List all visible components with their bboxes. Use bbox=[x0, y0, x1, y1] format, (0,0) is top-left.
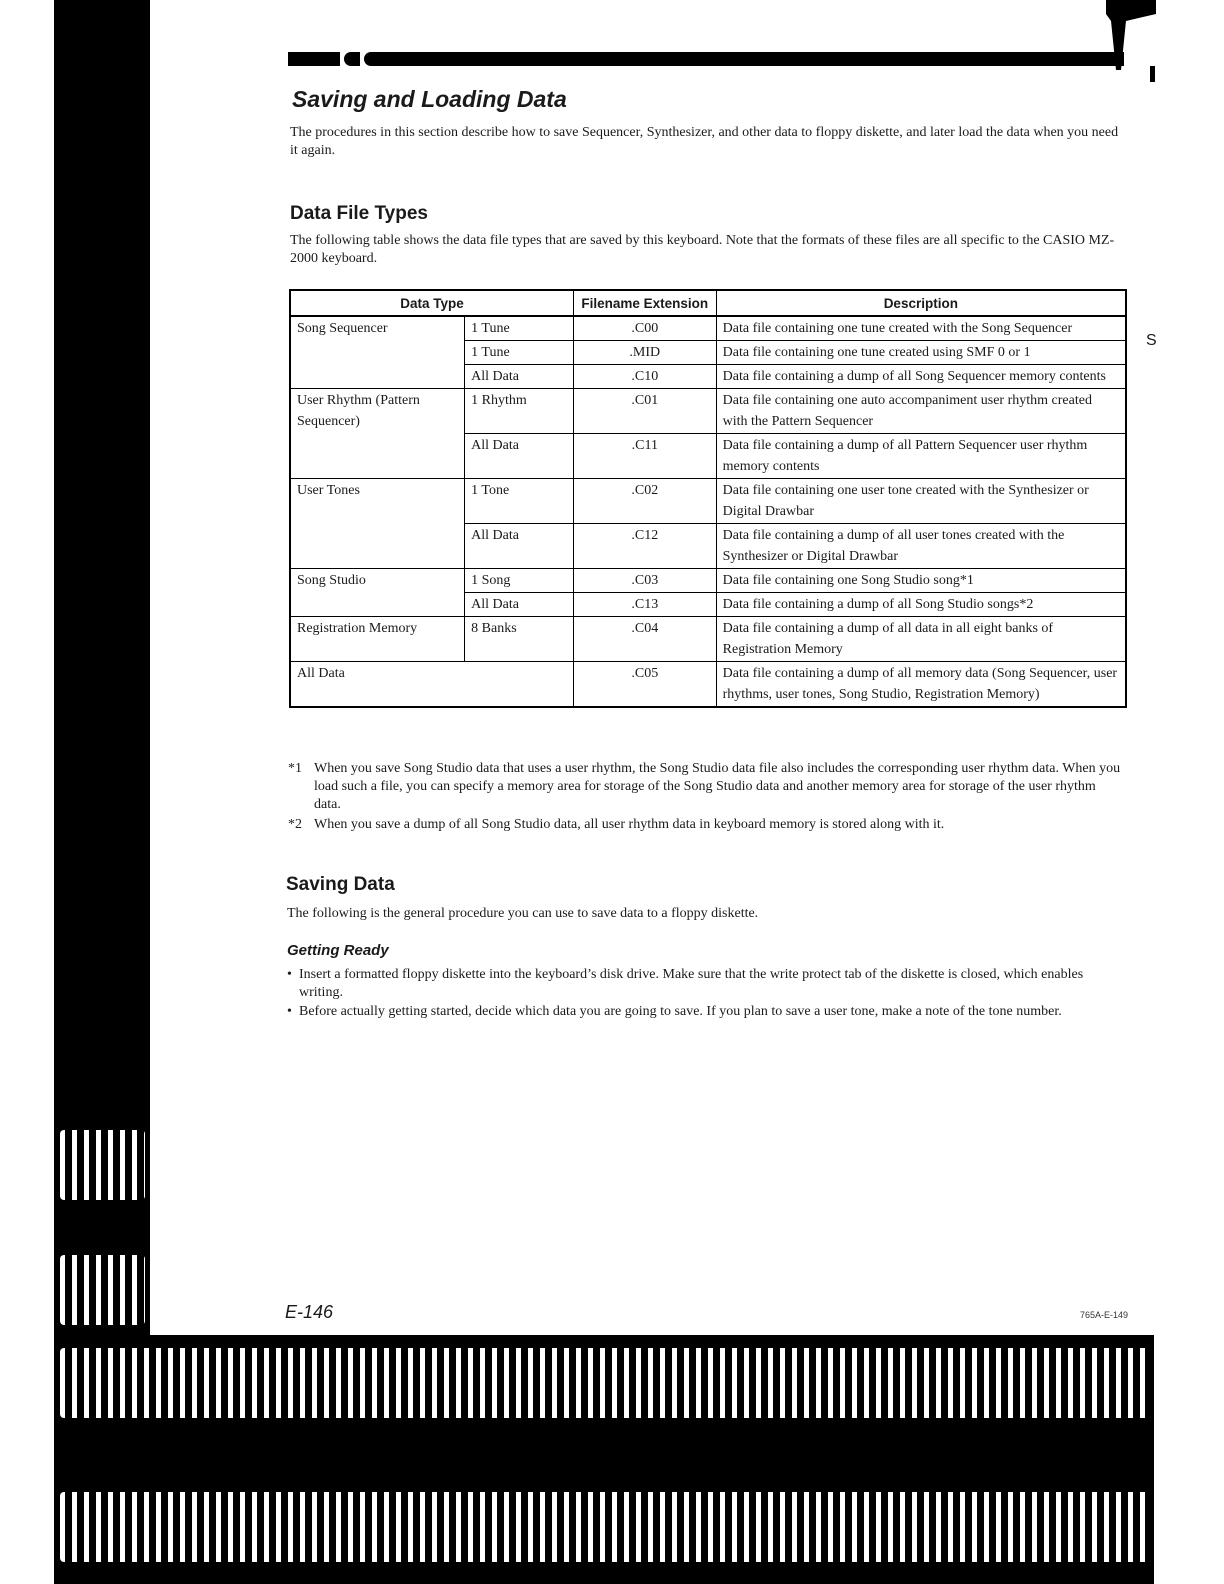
description-cell: Data file containing one tune created using SMF 0 or 1 bbox=[716, 341, 1126, 365]
header-extension: Filename Extension bbox=[573, 290, 716, 316]
table-header-row bbox=[290, 290, 1126, 316]
scan-pattern bbox=[60, 1492, 1150, 1562]
description-cell: Data file containing one tune created with the Song Sequencer bbox=[716, 316, 1126, 341]
header-bar bbox=[288, 52, 1124, 66]
extension-cell: .C12 bbox=[573, 524, 716, 569]
description-cell: Data file containing a dump of all data in all eight banks of Registration Memory bbox=[716, 617, 1126, 662]
bullet-text: Insert a formatted floppy diskette into the keyboard’s disk drive. Make sure that the write protect tab of the diskette is closed, which enables writing. bbox=[299, 967, 1084, 1000]
sub-cell: All Data bbox=[465, 524, 574, 569]
sub-cell: 1 Rhythm bbox=[465, 389, 574, 434]
table-row bbox=[290, 316, 1126, 341]
description-cell: Data file containing a dump of all Song Studio songs*2 bbox=[716, 593, 1126, 617]
extension-cell: .C02 bbox=[573, 479, 716, 524]
header-data-type: Data Type bbox=[290, 290, 573, 316]
table-row bbox=[290, 617, 1126, 662]
sub-cell: 1 Tune bbox=[465, 316, 574, 341]
scan-pattern bbox=[60, 1348, 1150, 1418]
table-row bbox=[290, 569, 1126, 593]
footnote-mark: *1 bbox=[288, 761, 302, 776]
extension-cell: .C13 bbox=[573, 593, 716, 617]
description-cell: Data file containing a dump of all Pattern Sequencer user rhythm memory contents bbox=[716, 434, 1126, 479]
description-cell: Data file containing a dump of all Song Sequencer memory contents bbox=[716, 365, 1126, 389]
group-cell: Song Sequencer bbox=[290, 316, 465, 389]
footnote-text: When you save Song Studio data that uses a user rhythm, the Song Studio data file also includes the corresponding user rhythm data. When you load such a file, you can specify a memory area for storage of the Song Studio data and another memory area for storage of the user rhythm data. bbox=[314, 761, 1121, 812]
page-title: Saving and Loading Data bbox=[292, 86, 567, 112]
scan-pattern bbox=[60, 1255, 145, 1325]
extension-cell: .C00 bbox=[573, 316, 716, 341]
bullet-text: Before actually getting started, decide which data you are going to save. If you plan to save a user tone, make a note of the tone number. bbox=[299, 1004, 1062, 1019]
print-code: 765A-E-149 bbox=[1080, 1310, 1129, 1320]
bullet-icon: • bbox=[287, 1004, 292, 1019]
description-cell: Data file containing one user tone created with the Synthesizer or Digital Drawbar bbox=[716, 479, 1126, 524]
extension-cell: .C01 bbox=[573, 389, 716, 434]
intro-paragraph: The procedures in this section describe how to save Sequencer, Synthesizer, and other data to floppy diskette, and later load the data when you need it again. bbox=[290, 125, 1119, 158]
extension-cell: .C05 bbox=[573, 662, 716, 708]
table-row bbox=[290, 389, 1126, 434]
sub-cell: 1 Tune bbox=[465, 341, 574, 365]
sub-cell: All Data bbox=[465, 434, 574, 479]
group-cell: User Tones bbox=[290, 479, 465, 569]
file-types-intro: The following table shows the data file types that are saved by this keyboard. Note that the formats of these files are all specific to the CASIO MZ-2000 keyboard. bbox=[290, 233, 1115, 266]
group-cell: Song Studio bbox=[290, 569, 465, 617]
footnote-text: When you save a dump of all Song Studio data, all user rhythm data in keyboard memory is stored along with it. bbox=[314, 817, 945, 832]
table-row bbox=[290, 662, 1126, 708]
sub-cell: 8 Banks bbox=[465, 617, 574, 662]
extension-cell: .C03 bbox=[573, 569, 716, 593]
extension-cell: .MID bbox=[573, 341, 716, 365]
page-number: E-146 bbox=[285, 1302, 334, 1322]
right-page-edge bbox=[1150, 0, 1224, 1584]
bullet-icon: • bbox=[287, 967, 292, 982]
description-cell: Data file containing one Song Studio song*1 bbox=[716, 569, 1126, 593]
description-cell: Data file containing a dump of all user tones created with the Synthesizer or Digital Drawbar bbox=[716, 524, 1126, 569]
section-heading-file-types: Data File Types bbox=[290, 203, 428, 224]
table-row bbox=[290, 479, 1126, 524]
sub-cell: All Data bbox=[465, 593, 574, 617]
group-cell: All Data bbox=[290, 662, 573, 708]
group-cell: Registration Memory bbox=[290, 617, 465, 662]
description-cell: Data file containing a dump of all memory data (Song Sequencer, user rhythms, user tones, Song Studio, Registration Memory) bbox=[716, 662, 1126, 708]
footnote-mark: *2 bbox=[288, 817, 302, 832]
getting-ready-heading: Getting Ready bbox=[287, 942, 389, 959]
sub-cell: All Data bbox=[465, 365, 574, 389]
scan-pattern bbox=[60, 1130, 145, 1200]
extension-cell: .C10 bbox=[573, 365, 716, 389]
extension-cell: .C11 bbox=[573, 434, 716, 479]
description-cell: Data file containing one auto accompaniment user rhythm created with the Pattern Sequencer bbox=[716, 389, 1126, 434]
edge-fragment: S bbox=[1146, 332, 1157, 349]
group-cell: User Rhythm (Pattern Sequencer) bbox=[290, 389, 465, 479]
sub-cell: 1 Tone bbox=[465, 479, 574, 524]
saving-intro: The following is the general procedure you can use to save data to a floppy diskette. bbox=[287, 906, 759, 921]
sub-cell: 1 Song bbox=[465, 569, 574, 593]
header-description: Description bbox=[716, 290, 1126, 316]
section-heading-saving: Saving Data bbox=[286, 874, 395, 895]
data-file-types-table bbox=[289, 289, 1127, 708]
edge-mark bbox=[1150, 66, 1155, 82]
extension-cell: .C04 bbox=[573, 617, 716, 662]
